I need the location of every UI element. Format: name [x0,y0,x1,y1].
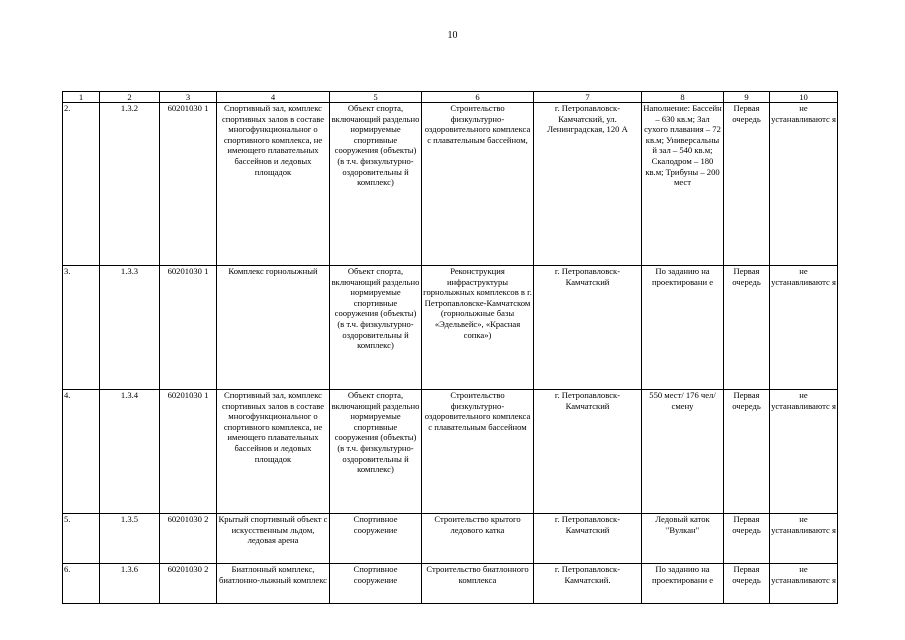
zone-info: не устанавливаютс я [770,266,838,390]
object-location: г. Петропавловск-Камчатский, ул. Ленинградская, 120 А [534,103,642,266]
row-number: 6. [63,564,100,604]
column-header: 7 [534,92,642,103]
object-parameters: По заданию на проектировани е [642,564,724,604]
table-row [63,103,838,266]
object-name: Спортивный зал, комплекс спортивных залов в составе многофункциональног о спортивного комплекса, не имеющего плавательных бассейнов и ледовых площадок [217,103,330,266]
object-purpose: Спортивное сооружение [330,514,422,564]
oktmo-code: 60201030 1 [160,390,217,514]
object-parameters: Наполнение: Бассейн – 630 кв.м; Зал сухого плавания – 72 кв.м; Универсальны й зал – 540 кв.м; Скалодром – 180 кв.м; Трибуны – 200 мест [642,103,724,266]
object-code: 1.3.2 [100,103,160,266]
object-code: 1.3.4 [100,390,160,514]
object-location: г. Петропавловск-Камчатский [534,390,642,514]
column-header: 5 [330,92,422,103]
column-header: 8 [642,92,724,103]
column-header: 2 [100,92,160,103]
object-priority: Первая очередь [724,564,770,604]
oktmo-code: 60201030 1 [160,266,217,390]
object-code: 1.3.3 [100,266,160,390]
work-description: Строительство физкультурно-оздоровительного комплекса с плавательным бассейном, [422,103,534,266]
object-location: г. Петропавловск-Камчатский. [534,564,642,604]
object-parameters: Ледовый каток "Вулкан" [642,514,724,564]
object-code: 1.3.6 [100,564,160,604]
row-number: 2. [63,103,100,266]
page-number: 10 [447,30,458,41]
zone-info: не устанавливаютс я [770,390,838,514]
table-row [63,390,838,514]
object-name: Крытый спортивный объект с искусственным льдом, ледовая арена [217,514,330,564]
object-priority: Первая очередь [724,514,770,564]
row-number: 3. [63,266,100,390]
object-location: г. Петропавловск-Камчатский [534,514,642,564]
row-number: 4. [63,390,100,514]
row-number: 5. [63,514,100,564]
object-priority: Первая очередь [724,390,770,514]
table-row [63,266,838,390]
work-description: Строительство крытого ледового катка [422,514,534,564]
object-name: Спортивный зал, комплекс спортивных залов в составе многофункциональног о спортивного комплекса, не имеющего плавательных бассейнов и ледовых площадок [217,390,330,514]
column-header: 1 [63,92,100,103]
column-header: 6 [422,92,534,103]
table-header-row [63,92,838,103]
objects-table [62,91,838,604]
work-description: Реконструкция инфраструктуры горнолыжных комплексов в г. Петропавловске-Камчатском (горнолыжные базы «Эдельвейс», «Красная сопка») [422,266,534,390]
object-priority: Первая очередь [724,266,770,390]
column-header: 10 [770,92,838,103]
zone-info: не устанавливаютс я [770,103,838,266]
table-row [63,514,838,564]
column-header: 9 [724,92,770,103]
object-priority: Первая очередь [724,103,770,266]
object-purpose: Объект спорта, включающий раздельно нормируемые спортивные сооружения (объекты) (в т.ч. физкультурно-оздоровительны й комплекс) [330,390,422,514]
column-header: 4 [217,92,330,103]
work-description: Строительство биатлонного комплекса [422,564,534,604]
work-description: Строительство физкультурно-оздоровительного комплекса с плавательным бассейном [422,390,534,514]
object-code: 1.3.5 [100,514,160,564]
zone-info: не устанавливаютс я [770,564,838,604]
oktmo-code: 60201030 1 [160,103,217,266]
object-name: Комплекс горнолыжный [217,266,330,390]
oktmo-code: 60201030 2 [160,514,217,564]
oktmo-code: 60201030 2 [160,564,217,604]
object-purpose: Спортивное сооружение [330,564,422,604]
object-name: Биатлонный комплекс, биатлонно-лыжный комплекс [217,564,330,604]
column-header: 3 [160,92,217,103]
object-purpose: Объект спорта, включающий раздельно нормируемые спортивные сооружения (объекты) (в т.ч. физкультурно-оздоровительны й комплекс) [330,103,422,266]
zone-info: не устанавливаютс я [770,514,838,564]
object-parameters: 550 мест/ 176 чел/смену [642,390,724,514]
table-row [63,564,838,604]
object-location: г. Петропавловск-Камчатский [534,266,642,390]
object-purpose: Объект спорта, включающий раздельно нормируемые спортивные сооружения (объекты) (в т.ч. физкультурно-оздоровительны й комплекс) [330,266,422,390]
object-parameters: По заданию на проектировани е [642,266,724,390]
